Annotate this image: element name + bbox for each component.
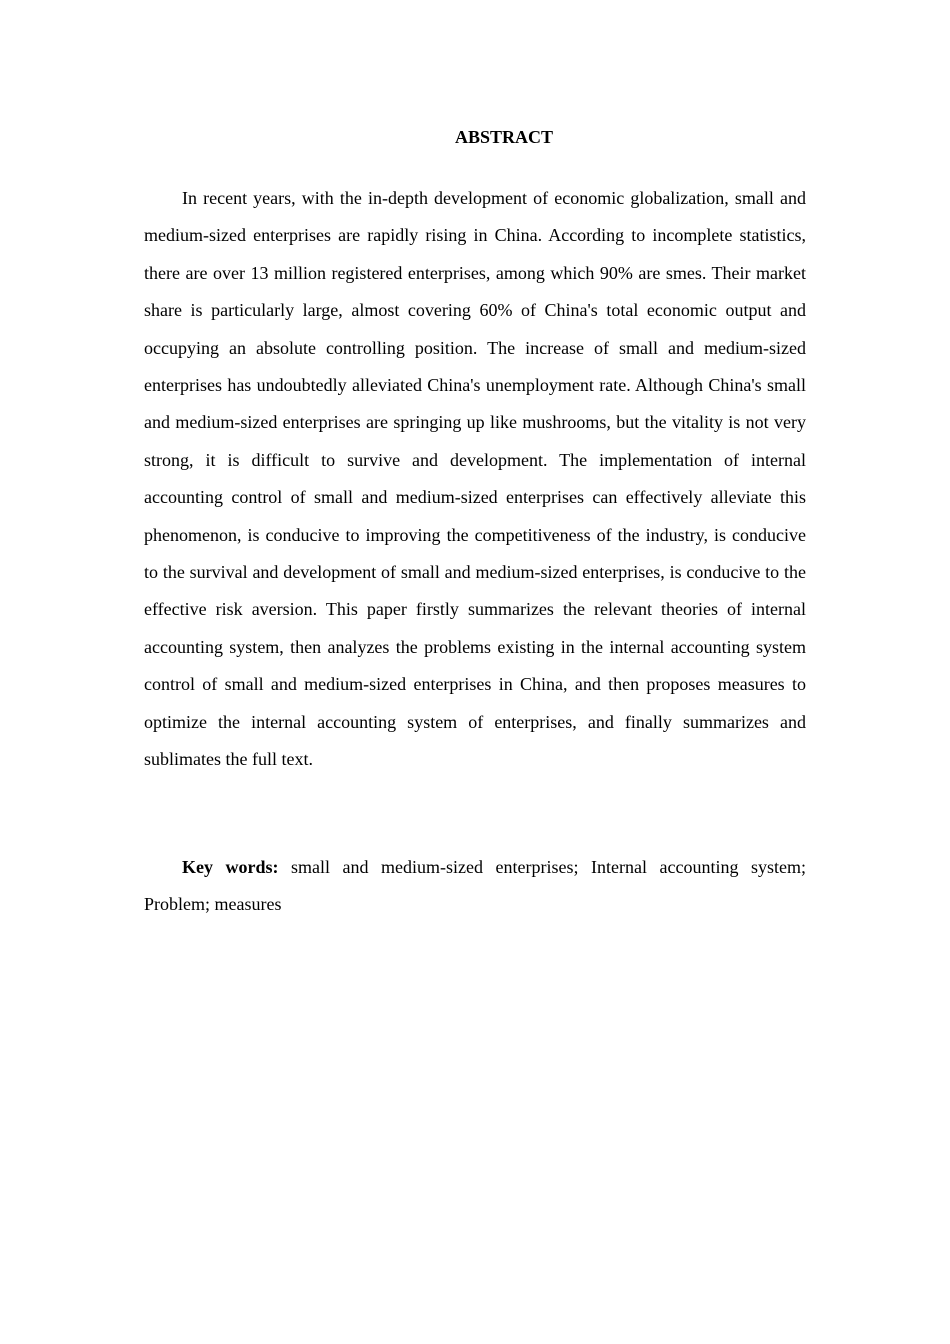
- abstract-paragraph: In recent years, with the in-depth development of economic globalization, small and medium-sized enterprises are rapidly rising in China. According to incomplete statistics, there are over 13 million registered enterprises, among which 90% are smes. Their market share is particularly large, almost covering 60% of China's total economic output and occupying an absolute controlling position. The increase of small and medium-sized enterprises has undoubtedly alleviated China's unemployment rate. Although China's small and medium-sized enterprises are springing up like mushrooms, but the vitality is not very strong, it is difficult to survive and development. The implementation of internal accounting control of small and medium-sized enterprises can effectively alleviate this phenomenon, is conducive to improving the competitiveness of the industry, is conducive to the survival and development of small and medium-sized enterprises, is conducive to the effective risk aversion. This paper firstly summarizes the relevant theories of internal accounting system, then analyzes the problems existing in the internal accounting system control of small and medium-sized enterprises in China, and then proposes measures to optimize the internal accounting system of enterprises, and finally summarizes and sublimates the full text.: [144, 188, 806, 770]
- abstract-title: ABSTRACT: [454, 127, 554, 147]
- keywords-paragraph: [144, 849, 806, 924]
- keywords-label: Key words:: [182, 857, 279, 877]
- keywords-text: small and medium-sized enterprises; Internal accounting system; Problem; measures: [144, 857, 806, 915]
